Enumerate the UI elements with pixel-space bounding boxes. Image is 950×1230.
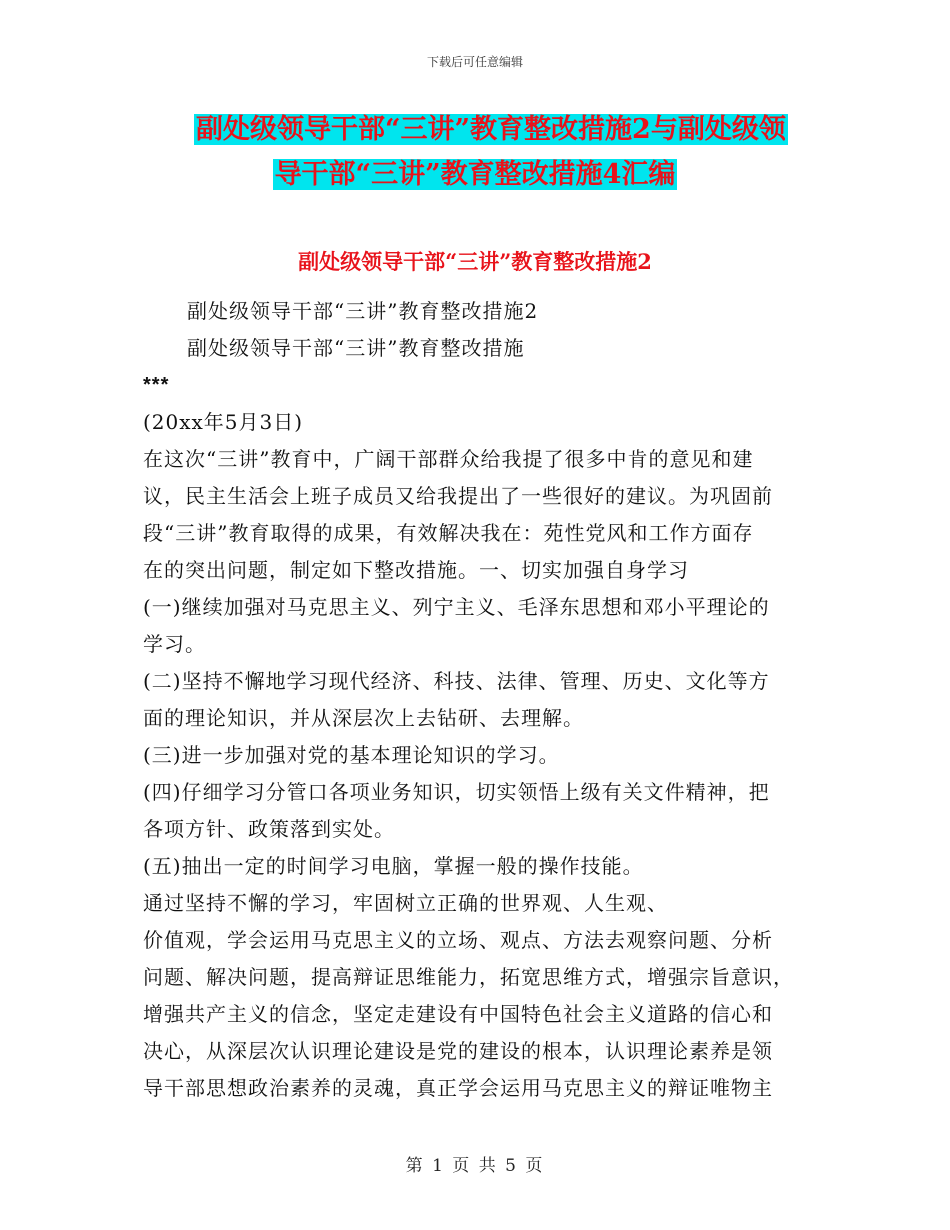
body-line: 价值观，学会运用马克思主义的立场、观点、方法去观察问题、分析 <box>143 928 773 952</box>
title-highlight-2: 导干部“三讲”教育整改措施4汇编 <box>274 159 676 190</box>
body-line: 副处级领导干部“三讲”教育整改措施 <box>187 336 525 360</box>
body-line: 问题、解决问题，提高辩证思维能力，拓宽思维方式，增强宗旨意识， <box>143 965 794 989</box>
body-line: (二)坚持不懈地学习现代经济、科技、法律、管理、历史、文化等方 <box>143 669 770 693</box>
body-line: 学习。 <box>143 632 206 656</box>
body-line: (一)继续加强对马克思主义、列宁主义、毛泽东思想和邓小平理论的 <box>143 595 770 619</box>
page-footer: 第 1 页 共 5 页 <box>405 1156 545 1176</box>
body-line: *** <box>143 374 170 396</box>
body-line: 议，民主生活会上班子成员又给我提出了一些很好的建议。为巩固前 <box>143 484 773 508</box>
title-highlight-1: 副处级领导干部“三讲”教育整改措施2与副处级领 <box>196 114 786 145</box>
body-line: (20xx年5月3日) <box>143 410 304 434</box>
body-line: 通过坚持不懈的学习，牢固树立正确的世界观、人生观、 <box>143 891 668 915</box>
body-line: (三)进一步加强对党的基本理论知识的学习。 <box>143 743 560 767</box>
body-line: 副处级领导干部“三讲”教育整改措施2 <box>187 299 539 323</box>
body-line: 决心，从深层次认识理论建设是党的建设的根本，认识理论素养是领 <box>143 1039 773 1063</box>
body-line: (四)仔细学习分管口各项业务知识，切实领悟上级有关文件精神，把 <box>143 780 770 804</box>
body-line: 面的理论知识，并从深层次上去钻研、去理解。 <box>143 706 584 730</box>
document-title-line-2 <box>0 155 950 195</box>
body-line: 在这次“三讲”教育中，广阔干部群众给我提了很多中肯的意见和建 <box>143 447 754 471</box>
header-note: 下载后可任意编辑 <box>426 55 523 69</box>
document-title-line-1 <box>0 110 950 150</box>
body-line: 各项方针、政策落到实处。 <box>143 817 395 841</box>
body-line: 导干部思想政治素养的灵魂，真正学会运用马克思主义的辩证唯物主 <box>143 1076 773 1100</box>
section-title: 副处级领导干部“三讲”教育整改措施2 <box>298 249 652 274</box>
body-line: 在的突出问题，制定如下整改措施。一、切实加强自身学习 <box>143 558 689 582</box>
body-line: (五)抽出一定的时间学习电脑，掌握一般的操作技能。 <box>143 854 644 878</box>
body-line: 增强共产主义的信念，坚定走建设有中国特色社会主义道路的信心和 <box>143 1002 773 1026</box>
body-line: 段“三讲”教育取得的成果，有效解决我在：苑性党风和工作方面存 <box>143 521 754 545</box>
